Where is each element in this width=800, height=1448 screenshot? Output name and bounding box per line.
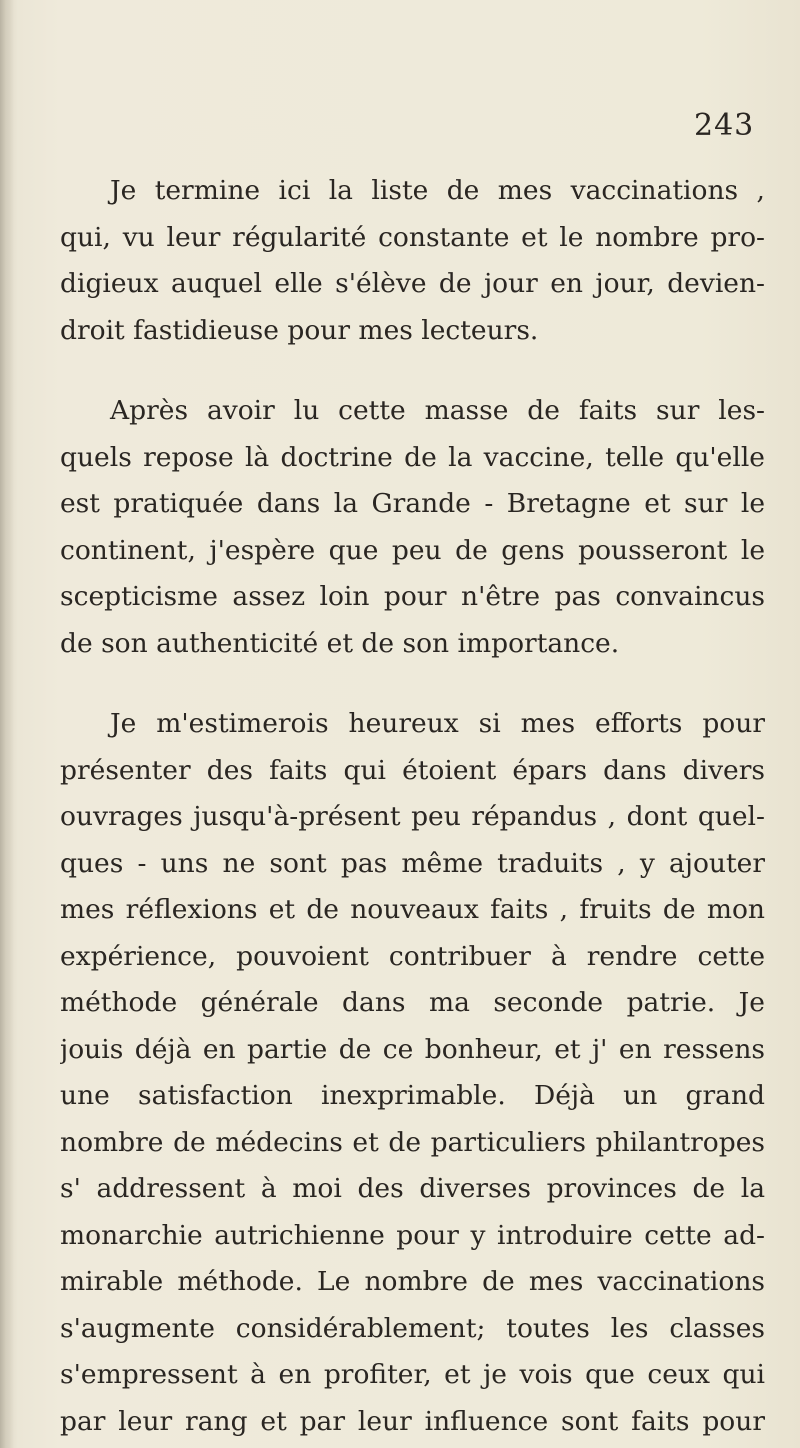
text-line: s'empressent à en profiter, et je vois que ceux qui <box>60 1359 765 1390</box>
page-number: 243 <box>694 108 755 143</box>
text-line: continent, j'espère que peu de gens pousseront le <box>60 534 765 566</box>
paragraph-3 <box>60 701 765 1445</box>
text-line: par leur rang et par leur influence sont faits pour <box>60 1405 765 1437</box>
text-line: expérience, pouvoient contribuer à rendre cette <box>60 940 765 972</box>
text-line: mes réflexions et de nouveaux faits , fruits de mon <box>60 894 765 925</box>
text-line: ques - uns ne sont pas même traduits , y ajouter <box>60 847 765 879</box>
text-line: quels repose là doctrine de la vaccine, telle qu'elle <box>60 441 765 473</box>
page-gutter-shadow <box>0 0 14 1448</box>
text-line: mirable méthode. Le nombre de mes vaccinations <box>60 1266 765 1297</box>
text-line: s' addressent à moi des diverses provinces de la <box>60 1173 765 1204</box>
text-line: s'augmente considérablement; toutes les classes <box>60 1312 765 1344</box>
text-line: nombre de médecins et de particuliers philantropes <box>60 1126 765 1158</box>
text-line: présenter des faits qui étoient épars dans divers <box>60 754 765 786</box>
paragraph-2 <box>60 388 765 667</box>
text-line: scepticisme assez loin pour n'être pas convaincus <box>60 581 765 612</box>
text-line: ouvrages jusqu'à-présent peu répandus , dont quel- <box>60 801 765 832</box>
text-line: monarchie autrichienne pour y introduire cette ad- <box>60 1219 765 1251</box>
text-line: jouis déjà en partie de ce bonheur, et j' en ressens <box>60 1033 765 1065</box>
text-line: Je termine ici la liste de mes vaccinations , <box>110 175 765 206</box>
text-line: est pratiquée dans la Grande - Bretagne et sur le <box>60 488 765 519</box>
text-line: méthode générale dans ma seconde patrie. Je <box>60 987 765 1018</box>
text-line: qui, vu leur régularité constante et le nombre pro- <box>60 221 765 253</box>
text-line: une satisfaction inexprimable. Déjà un grand <box>60 1080 765 1111</box>
text-line: Je m'estimerois heureux si mes efforts pour <box>110 708 765 739</box>
text-line: de son authenticité et de son importance. <box>60 627 620 659</box>
text-line: digieux auquel elle s'élève de jour en jour, devien- <box>60 268 765 299</box>
text-line: droit fastidieuse pour mes lecteurs. <box>60 314 539 346</box>
paragraph-1 <box>60 168 765 354</box>
text-line: Après avoir lu cette masse de faits sur les- <box>110 395 765 426</box>
body-text <box>60 168 765 1448</box>
